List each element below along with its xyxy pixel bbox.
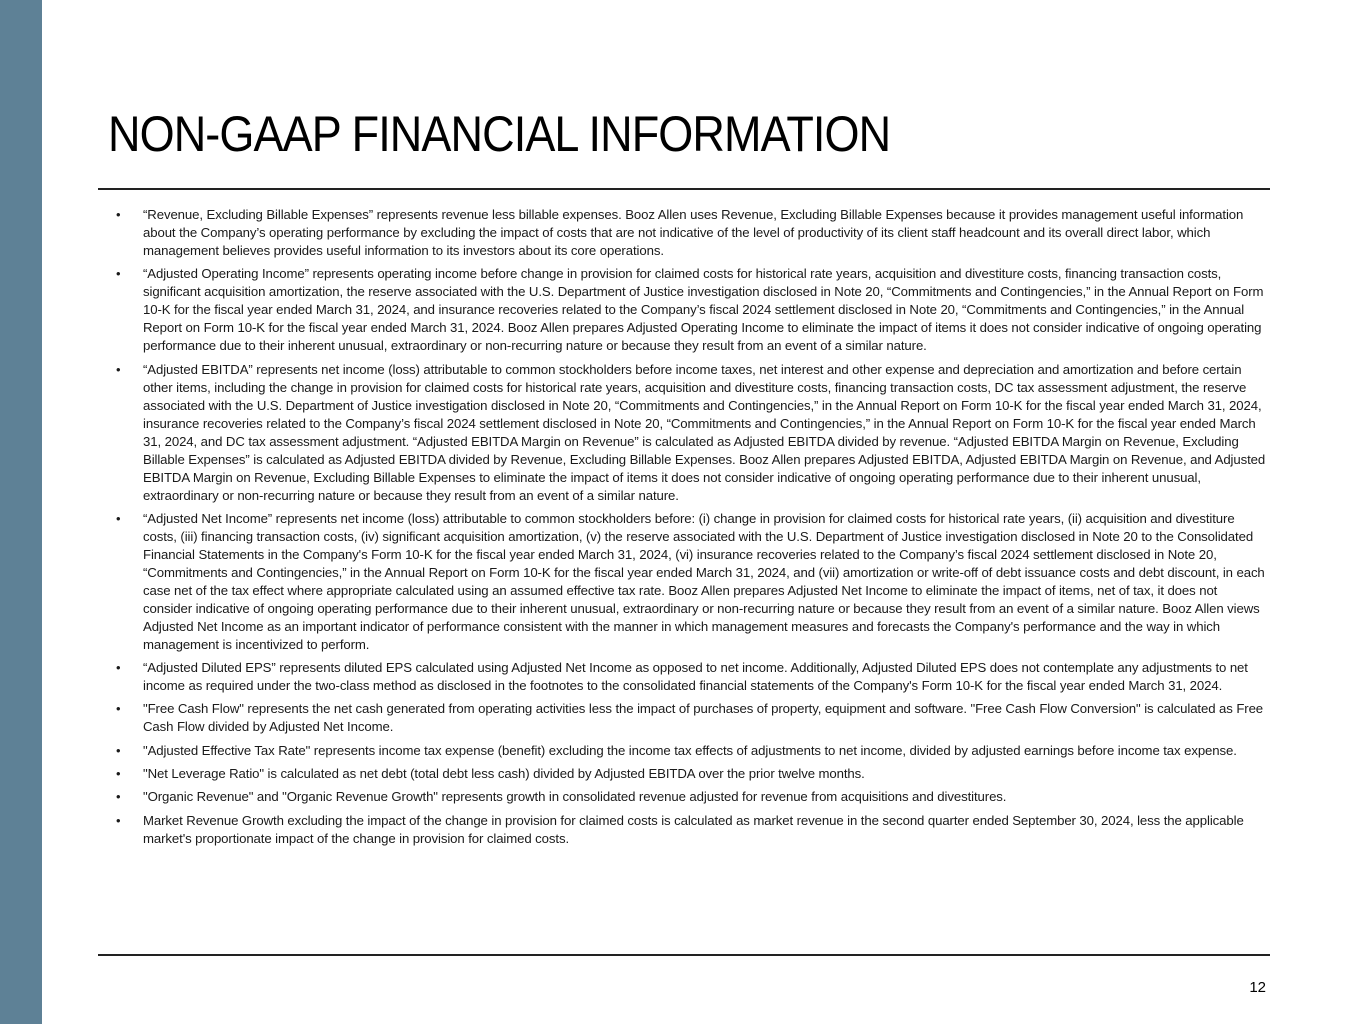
bullet-marker: • xyxy=(116,701,121,717)
page-title: NON-GAAP FINANCIAL INFORMATION xyxy=(108,106,891,162)
definition-organic-revenue xyxy=(108,788,1266,806)
bullet-marker: • xyxy=(116,812,121,828)
definition-revenue-excluding-billable-expenses xyxy=(108,206,1266,260)
definition-adjusted-diluted-eps xyxy=(108,659,1266,695)
definition-free-cash-flow xyxy=(108,700,1266,736)
bullet-marker: • xyxy=(116,207,121,222)
definition-text: “Adjusted Operating Income” represents operating income before change in provision for claimed costs for historical rate years, acquisition and divestiture costs, financing transaction costs, significant acquisition amortization, the reserve associated with the U.S. Department of Justice investigation disclosed in Note 20, “Commitments and Contingencies,” in the Annual Report on Form 10-K for the fiscal year ended March 31, 2024, and insurance recoveries related to the Company’s fiscal 2024 settlement disclosed in Note 20, “Commitments and Contingencies,” in the Annual Report on Form 10-K for the fiscal year ended March 31, 2024. Booz Allen prepares Adjusted Operating Income to eliminate the impact of items it does not consider indicative of ongoing operating performance due to their inherent unusual, extraordinary or non-recurring nature or because they result from an event of a similar nature. xyxy=(143,266,1264,354)
definition-text: "Free Cash Flow" represents the net cash generated from operating activities less the impact of purchases of property, equipment and software. "Free Cash Flow Conversion" is calculated as Free Cash Flow divided by Adjusted Net Income. xyxy=(143,701,1264,735)
bullet-marker: • xyxy=(116,789,121,805)
definition-text: "Adjusted Effective Tax Rate" represents income tax expense (benefit) excluding the income tax effects of adjustments to net income, divided by adjusted earnings before income tax expense. xyxy=(143,742,1237,758)
bullet-marker: • xyxy=(116,660,121,676)
bullet-marker: • xyxy=(116,742,121,758)
definition-net-leverage-ratio xyxy=(108,765,1266,783)
definition-adjusted-ebitda xyxy=(108,361,1266,505)
definition-text: Market Revenue Growth excluding the impact of the change in provision for claimed costs is calculated as market revenue in the second quarter ended September 30, 2024, less the applicable market's proportionate impact of the change in provision for claimed costs. xyxy=(143,812,1244,846)
definition-text: “Adjusted Net Income” represents net income (loss) attributable to common stockholders before: (i) change in provision for claimed costs for historical rate years, (ii) acquisition and divestiture costs, (iii) financing transaction costs, (iv) significant acquisition amortization, (v) the reserve associated with the U.S. Department of Justice investigation disclosed in Note 20 to the Consolidated Financial Statements in the Company's Form 10-K for the fiscal year ended March 31, 2024, (vi) insurance recoveries related to the Company’s fiscal 2024 settlement disclosed in Note 20, “Commitments and Contingencies,” in the Annual Report on Form 10-K for the fiscal year ended March 31, 2024, and (vii) amortization or write-off of debt issuance costs and debt discount, in each case net of the tax effect where appropriate calculated using an assumed effective tax rate. Booz Allen prepares Adjusted Net Income to eliminate the impact of items, net of tax, it does not consider indicative of ongoing operating performance due to their inherent unusual, extraordinary or non-recurring nature or because they result from an event of a similar nature. Booz Allen views Adjusted Net Income as an important indicator of performance consistent with the manner in which management measures and forecasts the Company's performance and the way in which management is incentivized to perform. xyxy=(143,510,1265,652)
bullet-marker: • xyxy=(116,361,121,377)
bullet-marker: • xyxy=(116,766,121,782)
title-divider xyxy=(98,188,1270,190)
definition-adjusted-effective-tax-rate xyxy=(108,742,1266,760)
definition-adjusted-operating-income xyxy=(108,265,1266,355)
bullet-marker: • xyxy=(116,510,121,526)
definitions-list xyxy=(108,206,1266,853)
page-number: 12 xyxy=(1249,979,1266,996)
definition-market-revenue-growth xyxy=(108,812,1266,848)
definition-text: “Adjusted Diluted EPS” represents diluted EPS calculated using Adjusted Net Income as opposed to net income. Additionally, Adjusted Diluted EPS does not contemplate any adjustments to net income as required under the two-class method as disclosed in the footnotes to the consolidated financial statements of the Company's Form 10-K for the fiscal year ended March 31, 2024. xyxy=(143,660,1248,694)
definition-text: “Revenue, Excluding Billable Expenses” represents revenue less billable expenses. Booz Allen uses Revenue, Excluding Billable Expenses because it provides management useful information about the Company’s operating performance by excluding the impact of costs that are not indicative of the level of productivity of its client staff headcount and its overall direct labor, which management believes provides useful information to its investors about its core operations. xyxy=(143,207,1244,258)
left-accent-band xyxy=(0,0,42,1024)
definition-text: "Net Leverage Ratio" is calculated as net debt (total debt less cash) divided by Adjusted EBITDA over the prior twelve months. xyxy=(143,766,865,782)
definition-adjusted-net-income xyxy=(108,510,1266,654)
definition-text: "Organic Revenue" and "Organic Revenue Growth" represents growth in consolidated revenue adjusted for revenue from acquisitions and divestitures. xyxy=(143,789,1007,805)
footer-divider xyxy=(98,954,1270,956)
bullet-marker: • xyxy=(116,266,121,282)
definition-text: “Adjusted EBITDA” represents net income (loss) attributable to common stockholders before income taxes, net interest and other expense and depreciation and amortization and before certain other items, including the change in provision for claimed costs for historical rate years, acquisition and divestiture costs, financing transaction costs, DC tax assessment adjustment, the reserve associated with the U.S. Department of Justice investigation disclosed in Note 20, “Commitments and Contingencies,” in the Annual Report on Form 10-K for the fiscal year ended March 31, 2024, insurance recoveries related to the Company’s fiscal 2024 settlement disclosed in Note 20, “Commitments and Contingencies,” in the Annual Report on Form 10-K for the fiscal year ended March 31, 2024, and DC tax assessment adjustment. “Adjusted EBITDA Margin on Revenue” is calculated as Adjusted EBITDA divided by revenue. “Adjusted EBITDA Margin on Revenue, Excluding Billable Expenses” is calculated as Adjusted EBITDA divided by Revenue, Excluding Billable Expenses. Booz Allen prepares Adjusted EBITDA, Adjusted EBITDA Margin on Revenue, and Adjusted EBITDA Margin on Revenue, Excluding Billable Expenses to eliminate the impact of items it does not consider indicative of ongoing operating performance due to their inherent unusual, extraordinary or non-recurring nature or because they result from an event of a similar nature. xyxy=(143,361,1266,503)
